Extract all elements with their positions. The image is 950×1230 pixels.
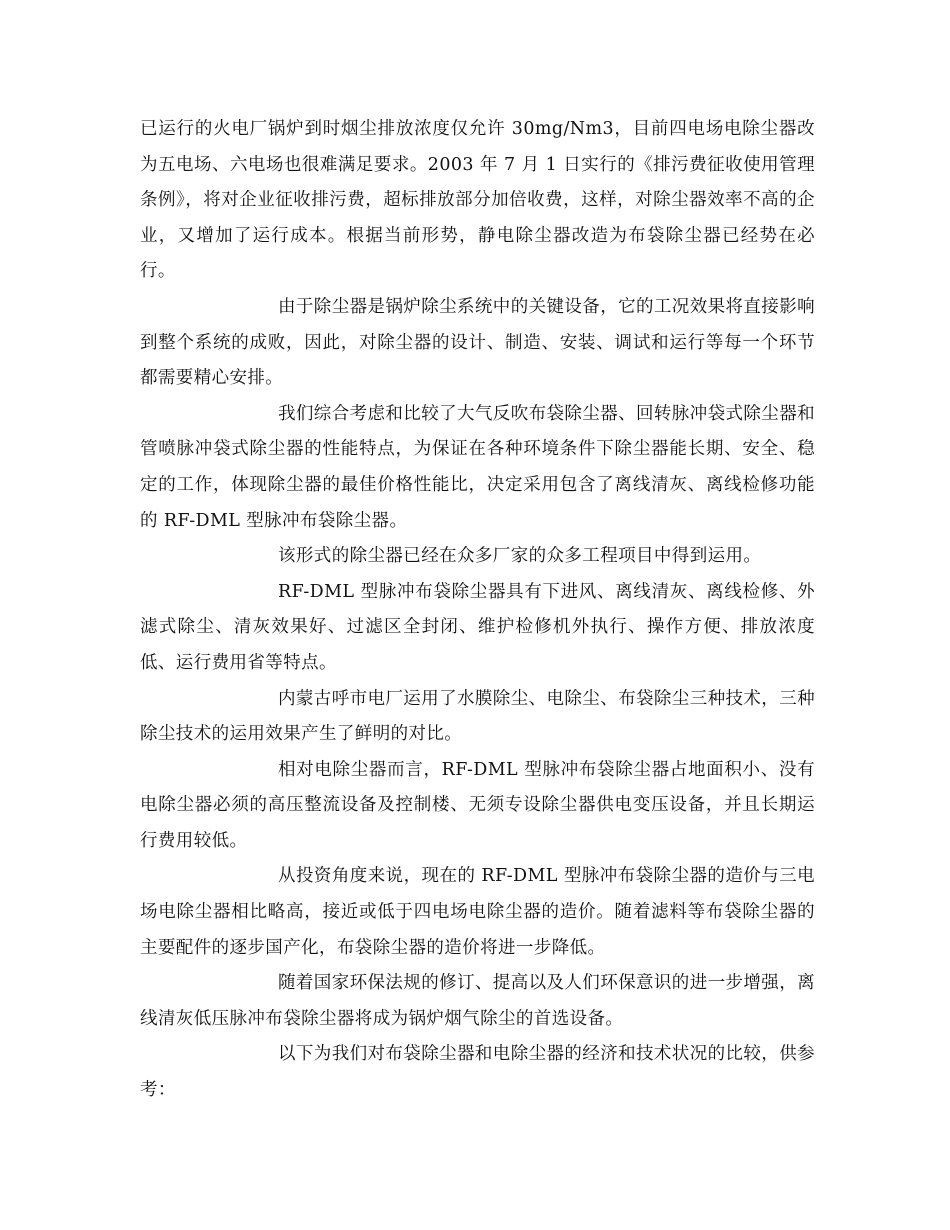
paragraph-10: 以下为我们对布袋除尘器和电除尘器的经济和技术状况的比较，供参考： [140, 1044, 815, 1101]
document-body [140, 112, 815, 1109]
paragraph-9: 随着国家环保法规的修订、提高以及人们环保意识的进一步增强，离线清灰低压脉冲布袋除尘器将成为锅炉烟气除尘的首选设备。 [140, 973, 815, 1029]
paragraph-7: 相对电除尘器而言，RF-DML 型脉冲布袋除尘器占地面积小、没有电除尘器必须的高压整流设备及控制楼、无须专设除尘器供电变压设备，并且长期运行费用较低。 [140, 759, 815, 851]
paragraph-3: 我们综合考虑和比较了大气反吹布袋除尘器、回转脉冲袋式除尘器和管喷脉冲袋式除尘器的性能特点，为保证在各种环境条件下除尘器能长期、安全、稳定的工作，体现除尘器的最佳价格性能比，决定采用包含了离线清灰、离线检修功能的 RF-DML 型脉冲布袋除尘器。 [140, 403, 815, 531]
paragraph-1: 已运行的火电厂锅炉到时烟尘排放浓度仅允许 30mg/Nm3，目前四电场电除尘器改为五电场、六电场也很难满足要求。2003 年 7 月 1 日实行的《排污费征收使用管理条例》，将对企业征收排污费，超标排放部分加倍收费，这样，对除尘器效率不高的企业，又增加了运行成本。根据当前形势，静电除尘器改造为布袋除尘器已经势在必行。 [140, 119, 815, 282]
paragraph-5: RF-DML 型脉冲布袋除尘器具有下进风、离线清灰、离线检修、外滤式除尘、清灰效果好、过滤区全封闭、维护检修机外执行、操作方便、排放浓度低、运行费用省等特点。 [140, 581, 815, 673]
paragraph-8: 从投资角度来说，现在的 RF-DML 型脉冲布袋除尘器的造价与三电场电除尘器相比略高，接近或低于四电场电除尘器的造价。随着滤料等布袋除尘器的主要配件的逐步国产化，布袋除尘器的造价将进一步降低。 [140, 866, 815, 958]
paragraph-4: 该形式的除尘器已经在众多厂家的众多工程项目中得到运用。 [278, 546, 762, 567]
paragraph-2: 由于除尘器是锅炉除尘系统中的关键设备，它的工况效果将直接影响到整个系统的成败，因此，对除尘器的设计、制造、安装、调试和运行等每一个环节都需要精心安排。 [140, 296, 815, 389]
paragraph-6: 内蒙古呼市电厂运用了水膜除尘、电除尘、布袋除尘三种技术，三种除尘技术的运用效果产生了鲜明的对比。 [140, 688, 815, 745]
